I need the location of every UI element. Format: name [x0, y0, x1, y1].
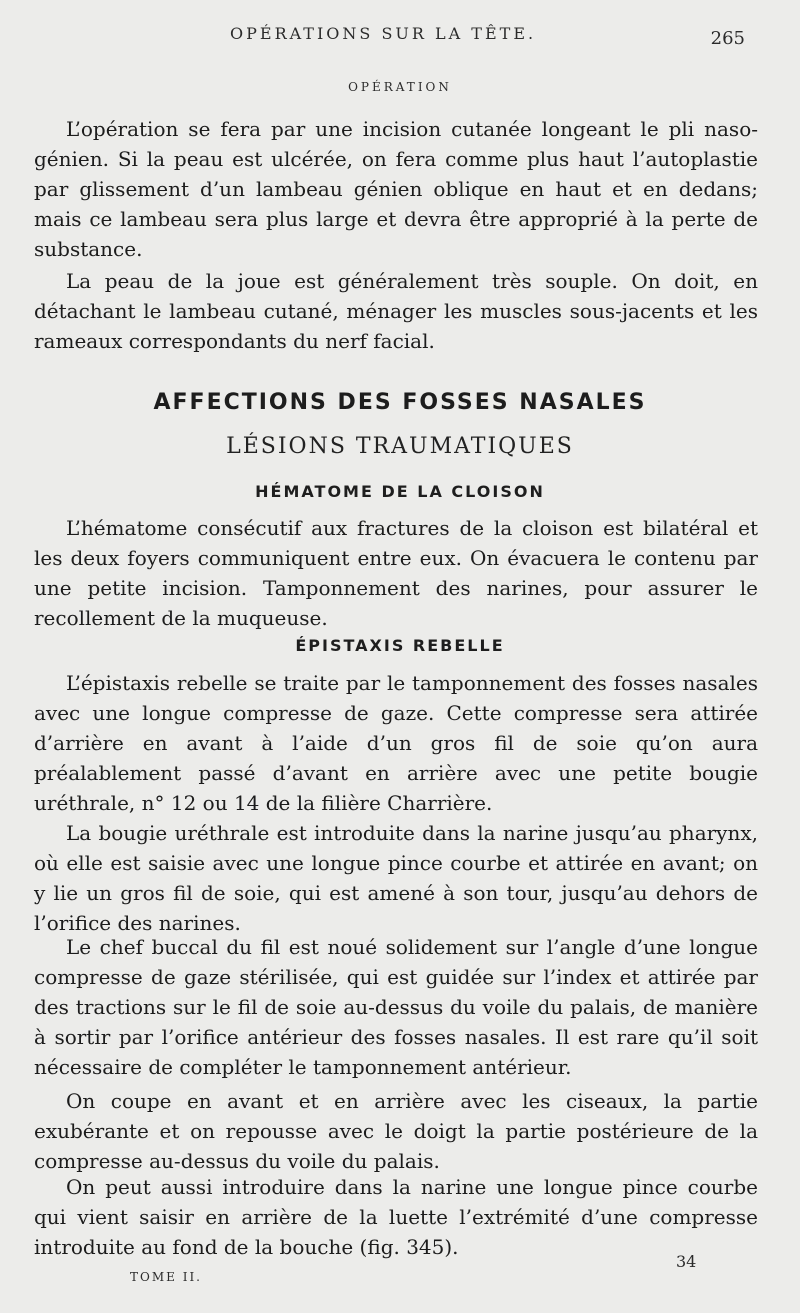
- operation-paragraph-2: La peau de la joue est généralement très souple. On doit, en détachant le lambeau cutané, ménager les muscles sous-jacents et les rameaux correspondants du nerf facial.: [34, 269, 758, 353]
- epistaxis-paragraph-3: Le chef buccal du fil est noué solidement sur l’angle d’une longue compresse de gaze stérilisée, qui est guidée sur l’index et attirée par des tractions sur le fil de soie au-dessus du voile du palais, de manière à sortir par l’orifice antérieur des fosses nasales. Il est rare qu’il soit nécessaire de compléter le tamponnement antérieur.: [34, 935, 758, 1079]
- hematome-paragraph-1: L’hématome consécutif aux fractures de la cloison est bilatéral et les deux foyers communiquent entre eux. On évacuera le contenu par une petite incision. Tamponnement des narines, pour assurer le recollement de la muqueuse.: [34, 516, 758, 630]
- hematome-heading: HÉMATOME DE LA CLOISON: [255, 482, 545, 501]
- page-number: 265: [710, 28, 745, 49]
- volume-label: TOME II.: [130, 1270, 202, 1284]
- signature-mark: 34: [676, 1252, 697, 1271]
- epistaxis-paragraph-2: La bougie uréthrale est introduite dans la narine jusqu’au pharynx, où elle est saisie avec une longue pince courbe et attirée en avant; on y lie un gros fil de soie, qui est amené à son tour, jusqu’au dehors de l’orifice des narines.: [34, 821, 758, 935]
- chapter-title: AFFECTIONS DES FOSSES NASALES: [153, 390, 647, 415]
- operation-paragraph-1: L’opération se fera par une incision cutanée longeant le pli naso-génien. Si la peau est ulcérée, on fera comme plus haut l’autoplastie par glissement d’un lambeau génien oblique en haut et en dedans; mais ce lambeau sera plus large et devra être approprié à la perte de substance.: [34, 117, 758, 261]
- epistaxis-heading: ÉPISTAXIS REBELLE: [295, 636, 505, 655]
- epistaxis-paragraph-4: On coupe en avant et en arrière avec les ciseaux, la partie exubérante et on repousse avec le doigt la partie postérieure de la compresse au-dessus du voile du palais.: [34, 1089, 758, 1173]
- epistaxis-paragraph-5: On peut aussi introduire dans la narine une longue pince courbe qui vient saisir en arrière de la luette l’extrémité d’une compresse introduite au fond de la bouche (fig. 345).: [34, 1175, 758, 1259]
- operation-heading: OPÉRATION: [348, 80, 452, 94]
- chapter-subtitle: LÉSIONS TRAUMATIQUES: [226, 434, 574, 459]
- running-title: OPÉRATIONS SUR LA TÊTE.: [230, 24, 537, 43]
- epistaxis-paragraph-1: L’épistaxis rebelle se traite par le tamponnement des fosses nasales avec une longue compresse de gaze. Cette compresse sera attirée d’arrière en avant à l’aide d’un gros fil de soie qu’on aura préalablement passé d’avant en arrière avec une petite bougie uréthrale, n° 12 ou 14 de la filière Charrière.: [34, 671, 758, 815]
